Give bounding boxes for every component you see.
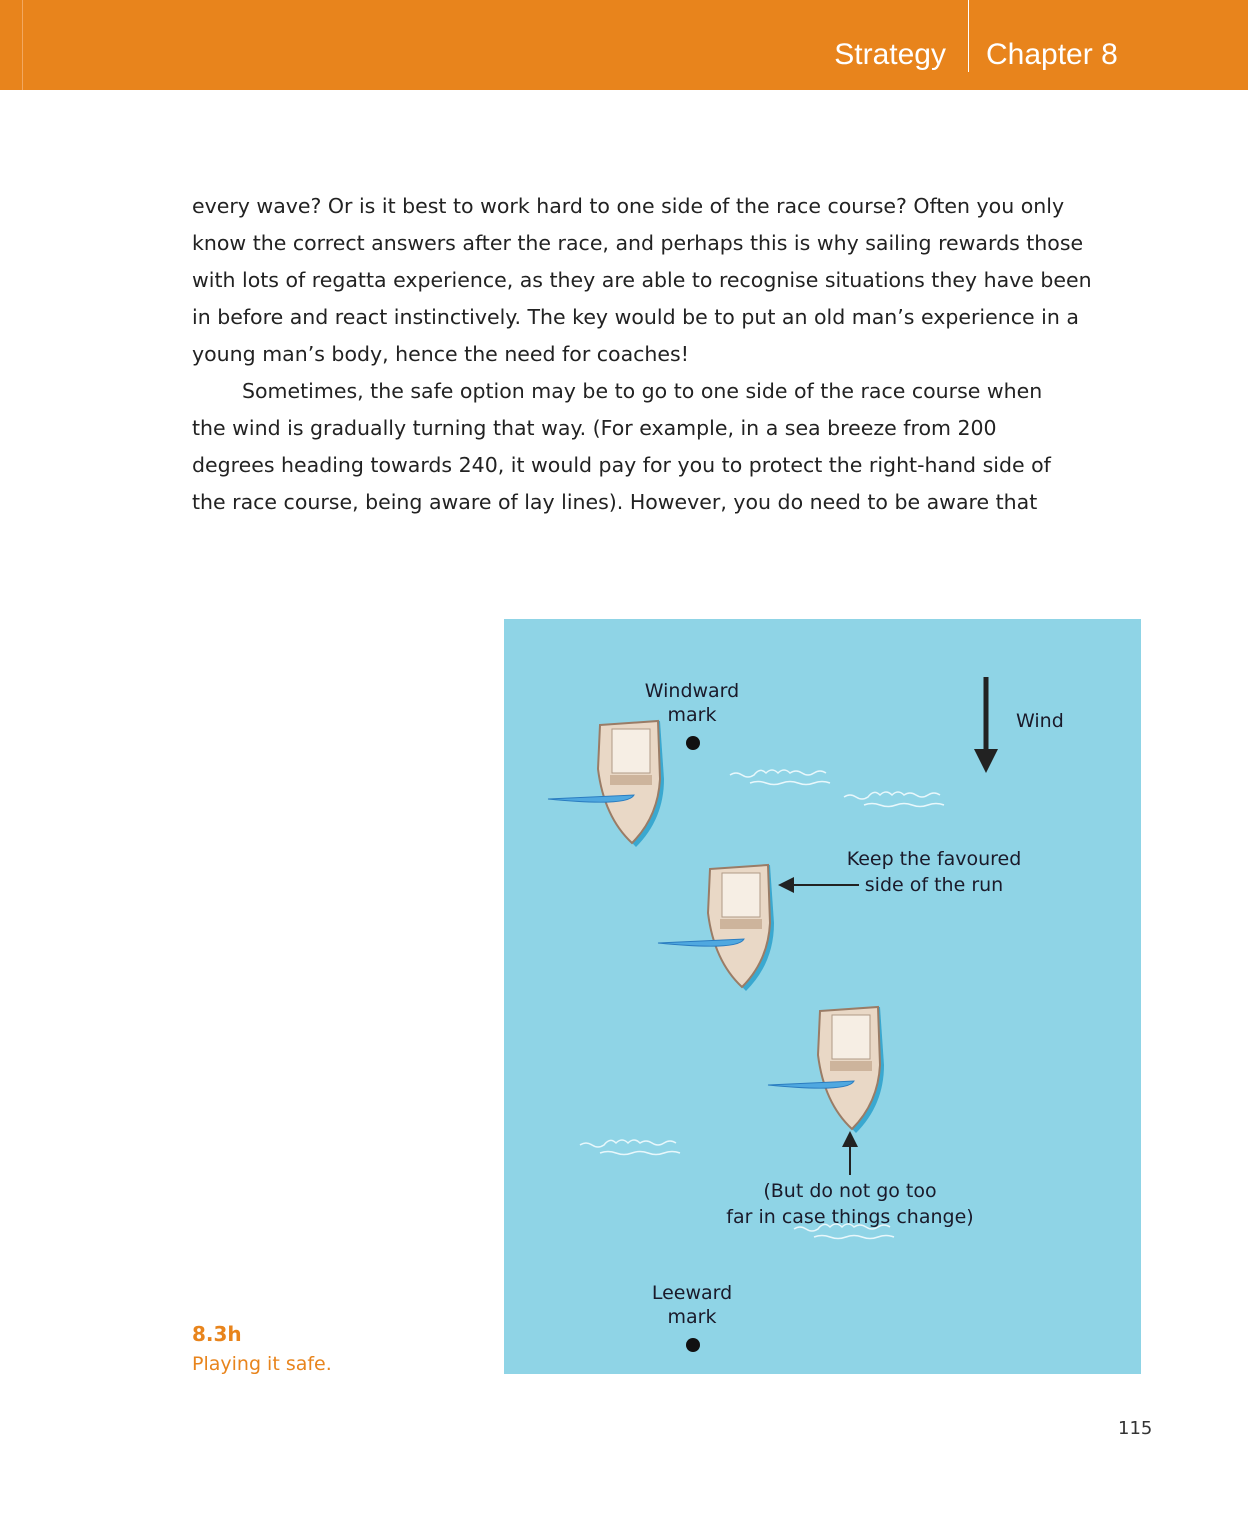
chapter-header [0,0,1248,90]
caution-label-1: (But do not go too [763,1180,937,1202]
text-line: every wave? Or is it best to work hard to one side of the race course? Often you only [192,194,1065,218]
header-rule [22,0,23,90]
body-text [192,188,1152,521]
text-line: the race course, being aware of lay lines). However, you do need to be aware that [192,490,1038,514]
race-course-diagram [504,619,1141,1374]
wind-label: Wind [1016,710,1064,732]
text-line: know the correct answers after the race, and perhaps this is why sailing rewards those [192,231,1084,255]
text-line: in before and react instinctively. The key would be to put an old man’s experience in a [192,305,1079,329]
windward-label-1: Windward [644,680,740,702]
header-chapter: Chapter 8 [986,38,1118,71]
text-line: Sometimes, the safe option may be to go to one side of the race course when [242,379,1043,403]
leeward-label-1: Leeward [651,1282,733,1304]
windward-mark [686,736,700,750]
figure-caption: Playing it safe. [192,1353,332,1375]
leeward-mark [686,1338,700,1352]
keep-label-2: side of the run [864,874,1004,896]
keep-label-1: Keep the favoured [846,848,1022,870]
text-line: degrees heading towards 240, it would pay for you to protect the right-hand side of [192,453,1051,477]
page-number: 115 [1118,1418,1153,1439]
text-line: young man’s body, hence the need for coaches! [192,342,689,366]
leeward-label-2: mark [667,1306,717,1328]
caution-label-2: far in case things change) [726,1206,974,1228]
header-section: Strategy [834,38,946,71]
figure-number: 8.3h [192,1322,242,1346]
header-divider [968,0,969,72]
text-line: the wind is gradually turning that way. (For example, in a sea breeze from 200 [192,416,997,440]
windward-label-2: mark [667,704,717,726]
text-line: with lots of regatta experience, as they are able to recognise situations they have been [192,268,1092,292]
